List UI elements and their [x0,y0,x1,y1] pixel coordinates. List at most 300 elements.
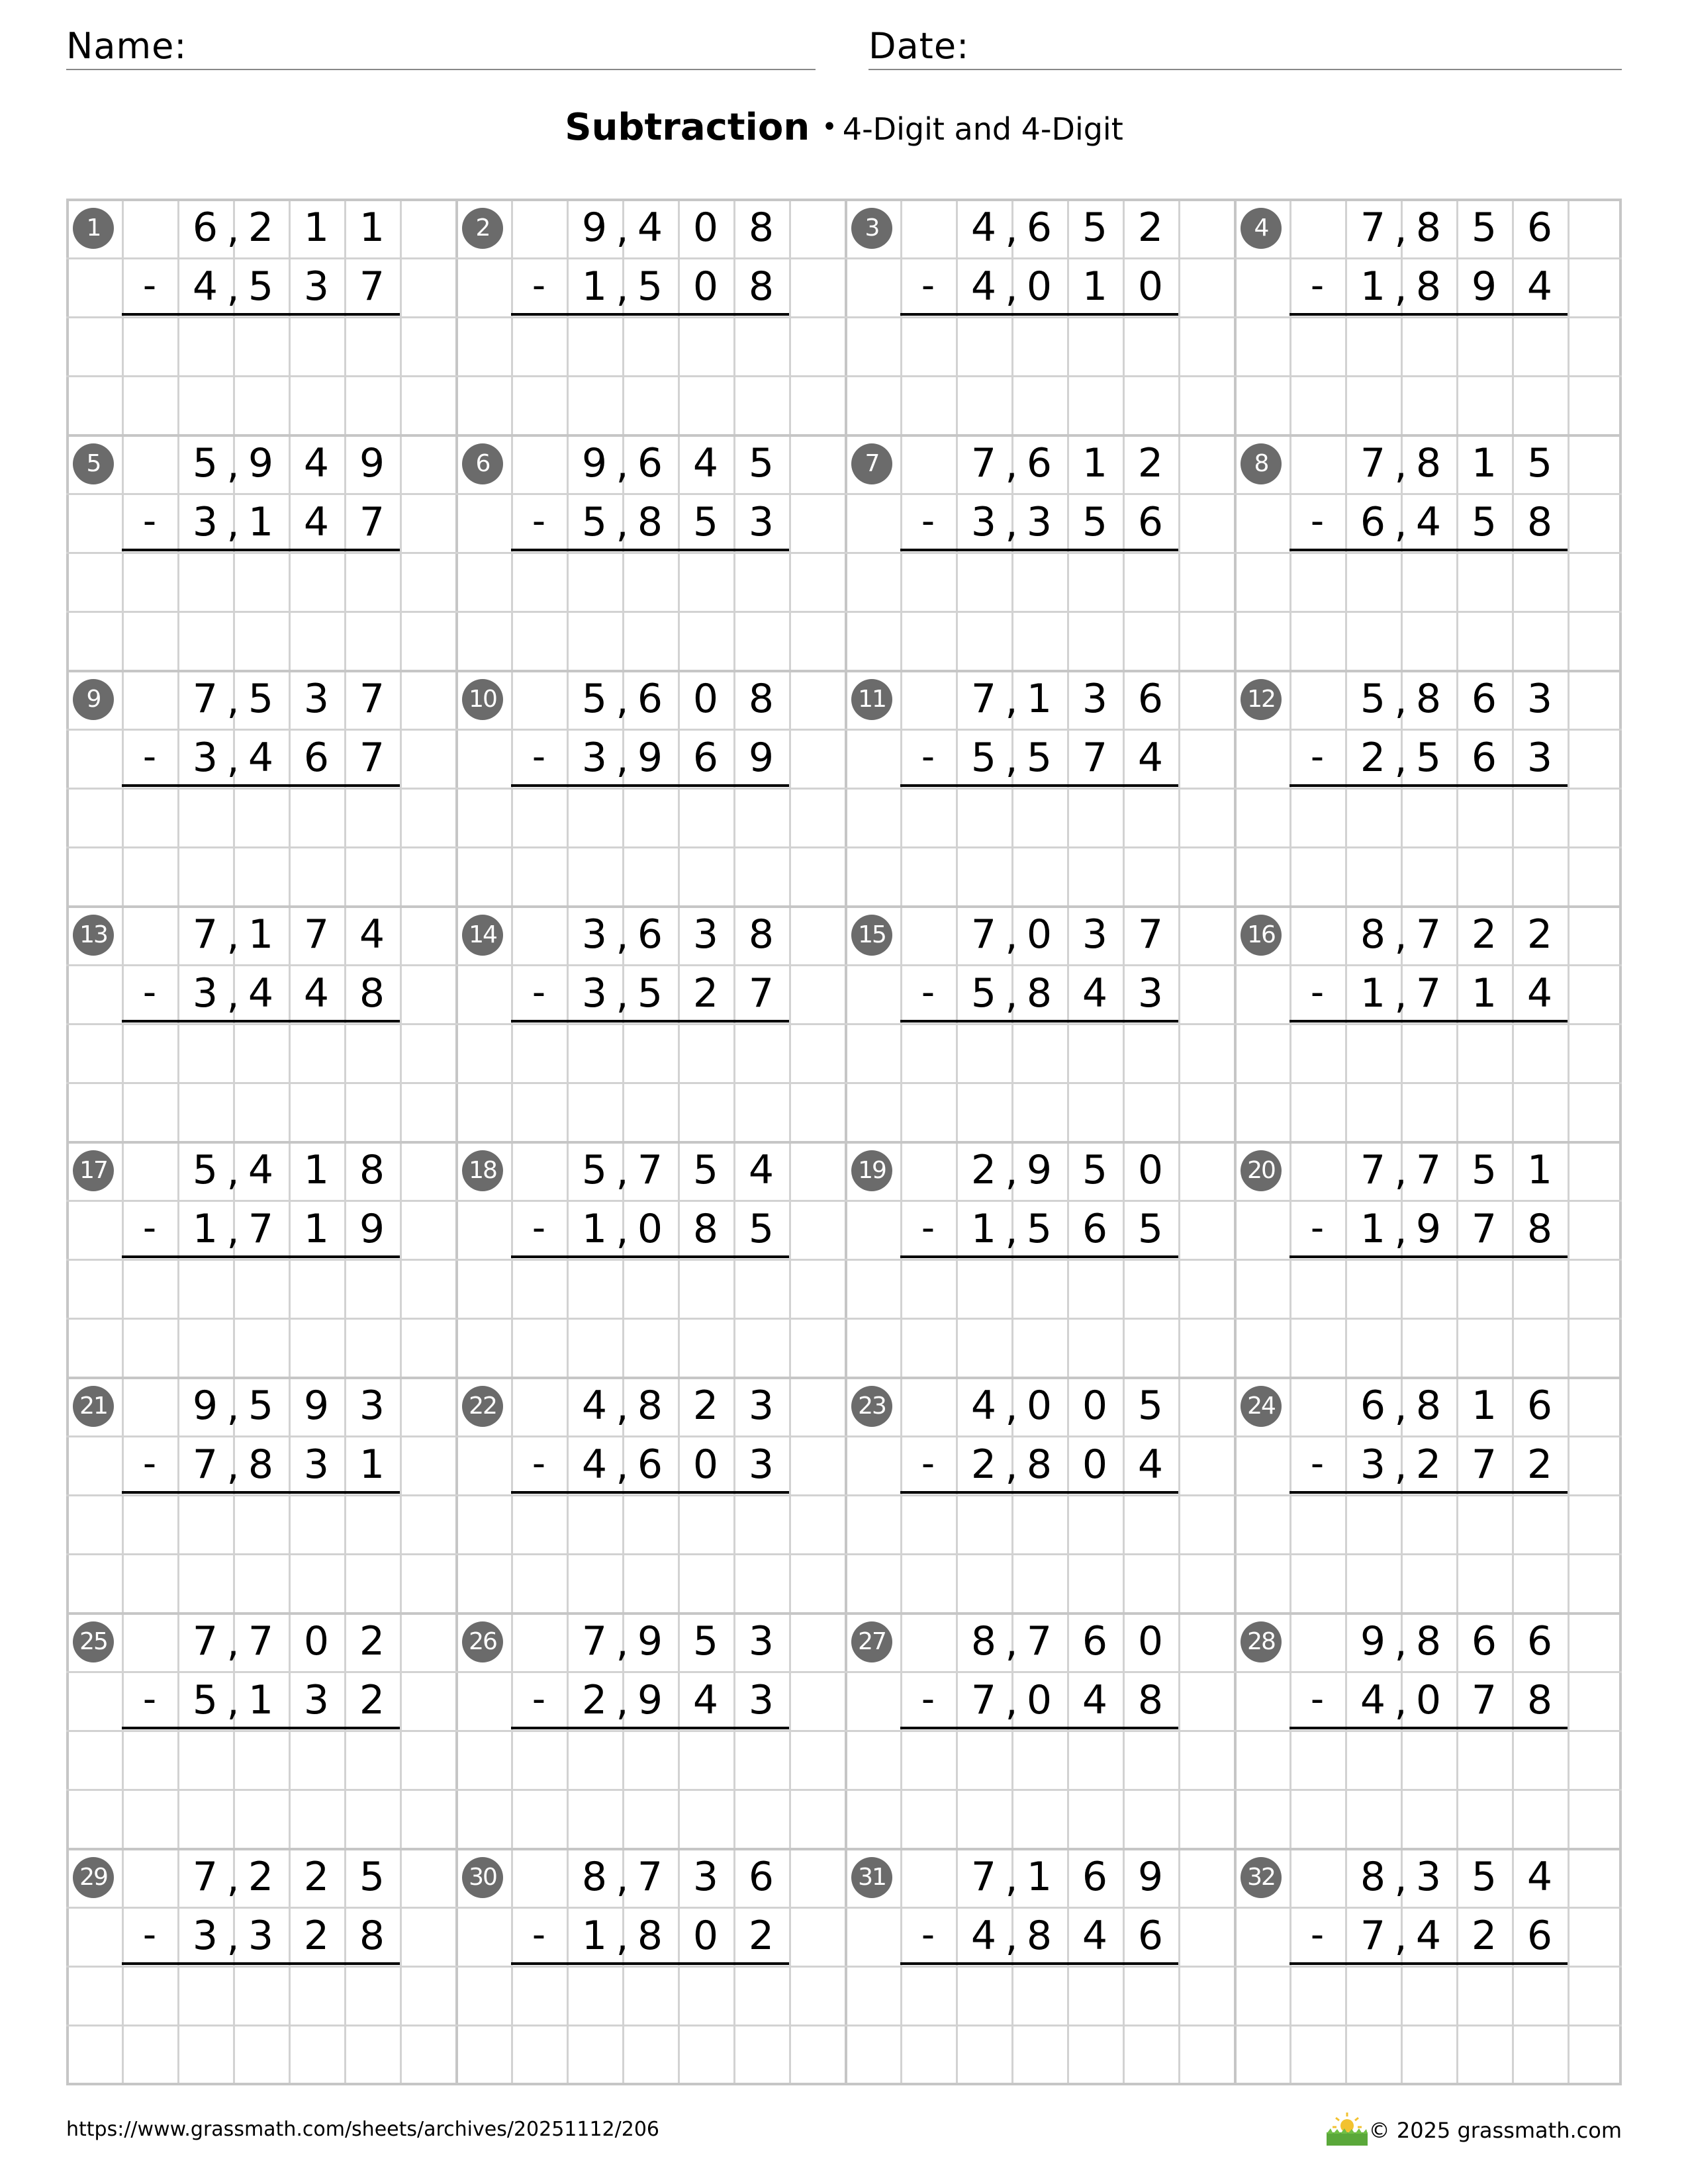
subtrahend-digit: 4 [1082,1913,1108,1959]
minuend-thousands-comma: , [616,1384,629,1430]
problem-number-badge: 15 [851,915,892,956]
subtrahend-thousands-comma: , [1394,500,1407,547]
minuend-digit: 6 [637,440,663,486]
problem-number-badge: 6 [462,443,503,484]
answer-area[interactable] [1289,1494,1568,1612]
answer-area[interactable] [122,1023,400,1141]
subtrahend-digit: 8 [248,1441,274,1488]
subtrahend-digit: 2 [970,1441,997,1488]
minuend-thousands-comma: , [1005,1384,1018,1430]
subtrahend-digit: 1 [303,1206,330,1252]
problem [455,1141,845,1377]
minus-sign: - [142,1442,157,1485]
answer-area[interactable] [900,316,1178,434]
answer-area[interactable] [122,552,400,670]
subtrahend-digit: 4 [1137,735,1164,781]
subtrahend-digit: 4 [692,1677,719,1723]
subtrahend-digit: 6 [1471,735,1497,781]
subtrahend-thousands-comma: , [226,1678,240,1725]
minuend-thousands-comma: , [616,1855,629,1901]
answer-area[interactable] [122,1494,400,1612]
answer-area[interactable] [511,1494,789,1612]
minuend-thousands-comma: , [226,1855,240,1901]
minuend-digit: 8 [1415,440,1442,486]
subtrahend-thousands-comma: , [1005,1678,1018,1725]
minuend-thousands-comma: , [1394,1384,1407,1430]
subtrahend-thousands-comma: , [616,1678,629,1725]
subtrahend-thousands-comma: , [616,972,629,1018]
minus-sign: - [532,1913,546,1956]
minuend-digit: 6 [1026,205,1053,251]
minuend-digit: 8 [748,676,774,722]
minuend-digit: 6 [1137,676,1164,722]
answer-line [1289,1255,1568,1258]
minuend-thousands-comma: , [226,913,240,959]
subtrahend-digit: 3 [192,1913,218,1959]
subtrahend-digit: 3 [192,735,218,781]
subtrahend-digit: 4 [303,970,330,1017]
subtrahend-thousands-comma: , [1394,265,1407,311]
minus-sign: - [921,500,935,543]
subtrahend-digit: 9 [1415,1206,1442,1252]
footer-url: https://www.grassmath.com/sheets/archives/20251112/206 [66,2118,660,2141]
minuend-digit: 4 [1526,1854,1553,1900]
minuend-digit: 3 [748,1618,774,1664]
minuend-thousands-comma: , [616,913,629,959]
minuend-digit: 5 [692,1618,719,1664]
answer-area[interactable] [900,1259,1178,1377]
minuend-digit: 6 [192,205,218,251]
answer-line [900,1255,1178,1258]
name-label: Name: [66,25,187,67]
answer-area[interactable] [1289,1730,1568,1848]
subtrahend-digit: 6 [692,735,719,781]
subtrahend-digit: 7 [248,1206,274,1252]
minus-sign: - [532,500,546,543]
answer-line [1289,313,1568,316]
problem [845,434,1234,670]
subtrahend-digit: 5 [692,499,719,545]
subtrahend-digit: 9 [637,735,663,781]
problem-number-badge: 12 [1241,679,1282,720]
problem [1234,199,1623,434]
subtrahend-digit: 0 [1137,263,1164,310]
minuend-digit: 7 [359,676,385,722]
subtrahend-digit: 8 [748,263,774,310]
minuend-digit: 2 [1137,205,1164,251]
answer-line [511,1962,789,1965]
answer-line [122,1962,400,1965]
minuend-thousands-comma: , [226,677,240,723]
answer-area[interactable] [1289,316,1568,434]
minuend-thousands-comma: , [1005,1619,1018,1666]
minuend-thousands-comma: , [226,206,240,252]
subtrahend-digit: 4 [248,735,274,781]
minuend-digit: 6 [637,676,663,722]
minuend-digit: 5 [692,1147,719,1193]
subtrahend-digit: 9 [637,1677,663,1723]
minuend-digit: 1 [1082,440,1108,486]
minuend-digit: 6 [1360,1383,1386,1429]
minuend-thousands-comma: , [1394,677,1407,723]
answer-area[interactable] [900,552,1178,670]
minuend-digit: 2 [970,1147,997,1193]
answer-area[interactable] [511,1966,789,2083]
problem-number-badge: 31 [851,1857,892,1898]
problem [845,199,1234,434]
answer-line [1289,549,1568,551]
minuend-digit: 8 [1415,205,1442,251]
problem-number-badge: 28 [1241,1621,1282,1662]
subtrahend-digit: 1 [970,1206,997,1252]
subtrahend-digit: 0 [692,263,719,310]
minuend-digit: 9 [581,205,608,251]
answer-area[interactable] [1289,1259,1568,1377]
minuend-digit: 7 [192,676,218,722]
answer-area[interactable] [900,1730,1178,1848]
minuend-thousands-comma: , [1005,206,1018,252]
answer-area[interactable] [1289,788,1568,905]
subtrahend-digit: 8 [1526,499,1553,545]
subtrahend-digit: 5 [1082,499,1108,545]
minuend-digit: 5 [1360,676,1386,722]
answer-area[interactable] [511,316,789,434]
minuend-digit: 8 [359,1147,385,1193]
minuend-digit: 4 [359,911,385,958]
minus-sign: - [1310,1678,1325,1721]
problem-number-badge: 21 [73,1386,114,1427]
minuend-thousands-comma: , [226,1148,240,1195]
subtrahend-thousands-comma: , [1005,972,1018,1018]
subtrahend-thousands-comma: , [616,736,629,782]
subtrahend-digit: 5 [970,735,997,781]
subtrahend-digit: 3 [192,970,218,1017]
subtrahend-digit: 1 [581,263,608,310]
subtrahend-digit: 5 [748,1206,774,1252]
answer-area[interactable] [122,316,400,434]
minuend-digit: 8 [637,1383,663,1429]
answer-line [1289,784,1568,787]
subtrahend-digit: 4 [1360,1677,1386,1723]
problem [1234,1141,1623,1377]
answer-area[interactable] [900,1494,1178,1612]
answer-area[interactable] [511,552,789,670]
minuend-digit: 8 [1415,1383,1442,1429]
minus-sign: - [1310,264,1325,307]
problem [1234,1612,1623,1848]
problem [66,1377,455,1612]
minuend-digit: 7 [248,1618,274,1664]
minus-sign: - [142,1678,157,1721]
minuend-digit: 7 [1360,440,1386,486]
minuend-digit: 1 [1471,1383,1497,1429]
problem [455,1612,845,1848]
subtrahend-digit: 0 [637,1206,663,1252]
minus-sign: - [1310,1913,1325,1956]
subtrahend-digit: 5 [637,263,663,310]
minuend-digit: 5 [359,1854,385,1900]
subtrahend-digit: 2 [1360,735,1386,781]
subtrahend-thousands-comma: , [226,1443,240,1489]
answer-area[interactable] [900,1966,1178,2083]
answer-line [1289,1962,1568,1965]
minuend-digit: 9 [637,1618,663,1664]
minuend-digit: 8 [1360,1854,1386,1900]
subtrahend-digit: 7 [1471,1441,1497,1488]
minuend-thousands-comma: , [1005,1855,1018,1901]
minuend-digit: 4 [970,1383,997,1429]
subtrahend-digit: 2 [303,1913,330,1959]
subtrahend-thousands-comma: , [1005,500,1018,547]
answer-line [900,1491,1178,1494]
minuend-digit: 6 [1082,1854,1108,1900]
minus-sign: - [921,1678,935,1721]
subtrahend-digit: 8 [692,1206,719,1252]
problem [845,1612,1234,1848]
answer-area[interactable] [1289,1023,1568,1141]
subtrahend-digit: 8 [1137,1677,1164,1723]
subtrahend-digit: 7 [359,263,385,310]
problem [1234,1377,1623,1612]
answer-area[interactable] [122,788,400,905]
minuend-digit: 2 [359,1618,385,1664]
minuend-digit: 3 [748,1383,774,1429]
minuend-digit: 0 [1137,1147,1164,1193]
problem-number-badge: 25 [73,1621,114,1662]
subtrahend-digit: 8 [359,970,385,1017]
subtrahend-digit: 1 [1082,263,1108,310]
minuend-thousands-comma: , [1394,206,1407,252]
minus-sign: - [921,1442,935,1485]
subtrahend-digit: 4 [1082,1677,1108,1723]
minus-sign: - [142,735,157,778]
minuend-digit: 6 [1471,1618,1497,1664]
minuend-digit: 7 [303,911,330,958]
title-main: Subtraction [565,106,810,149]
minuend-digit: 0 [1082,1383,1108,1429]
subtrahend-digit: 3 [248,1913,274,1959]
problem-number-badge: 16 [1241,915,1282,956]
minuend-digit: 7 [1415,911,1442,958]
answer-line [900,1727,1178,1729]
problem-number-badge: 32 [1241,1857,1282,1898]
minus-sign: - [1310,1206,1325,1250]
problem-number-badge: 18 [462,1150,503,1191]
subtrahend-digit: 5 [1471,499,1497,545]
problem [455,199,845,434]
subtrahend-thousands-comma: , [616,1443,629,1489]
minus-sign: - [532,264,546,307]
answer-line [511,1491,789,1494]
subtrahend-digit: 7 [1082,735,1108,781]
problem-number-badge: 11 [851,679,892,720]
problem [1234,434,1623,670]
subtrahend-digit: 2 [692,970,719,1017]
minuend-digit: 2 [1471,911,1497,958]
subtrahend-digit: 0 [692,1913,719,1959]
date-field[interactable] [868,24,1622,70]
grass-sun-logo-icon [1324,2110,1370,2147]
subtrahend-digit: 3 [1360,1441,1386,1488]
answer-line [511,1020,789,1023]
subtrahend-digit: 8 [637,1913,663,1959]
minuend-digit: 7 [1137,911,1164,958]
subtrahend-thousands-comma: , [226,265,240,311]
minuend-thousands-comma: , [616,1148,629,1195]
minuend-digit: 1 [303,1147,330,1193]
answer-area[interactable] [1289,552,1568,670]
subtrahend-digit: 8 [637,499,663,545]
subtrahend-thousands-comma: , [1005,1207,1018,1253]
minuend-thousands-comma: , [1005,677,1018,723]
subtrahend-digit: 5 [1137,1206,1164,1252]
subtrahend-digit: 0 [1415,1677,1442,1723]
minuend-thousands-comma: , [616,441,629,488]
minuend-digit: 4 [248,1147,274,1193]
minus-sign: - [142,971,157,1014]
subtrahend-digit: 0 [1026,1677,1053,1723]
footer-copyright: © 2025 grassmath.com [1368,2118,1622,2143]
minuend-digit: 0 [1026,911,1053,958]
subtrahend-digit: 7 [1360,1913,1386,1959]
subtrahend-digit: 2 [581,1677,608,1723]
answer-line [900,1962,1178,1965]
answer-area[interactable] [511,1023,789,1141]
minuend-digit: 9 [359,440,385,486]
answer-area[interactable] [122,1966,400,2083]
minuend-digit: 6 [1082,1618,1108,1664]
minuend-digit: 5 [248,676,274,722]
name-field[interactable] [66,24,816,70]
answer-area[interactable] [1289,1966,1568,2083]
minuend-thousands-comma: , [226,441,240,488]
problem-number-badge: 29 [73,1857,114,1898]
subtrahend-digit: 4 [970,1913,997,1959]
subtrahend-digit: 5 [970,970,997,1017]
minuend-digit: 1 [303,205,330,251]
subtrahend-digit: 3 [748,1677,774,1723]
minus-sign: - [532,1678,546,1721]
subtrahend-digit: 5 [248,263,274,310]
answer-line [122,1255,400,1258]
subtrahend-digit: 1 [248,499,274,545]
minuend-digit: 5 [581,676,608,722]
problem-number-badge: 13 [73,915,114,956]
minuend-digit: 2 [248,205,274,251]
minuend-digit: 6 [637,911,663,958]
subtrahend-digit: 3 [303,1677,330,1723]
minuend-digit: 3 [1415,1854,1442,1900]
minus-sign: - [1310,971,1325,1014]
minuend-digit: 0 [692,676,719,722]
minus-sign: - [532,1206,546,1250]
subtrahend-digit: 7 [1471,1677,1497,1723]
problem [1234,905,1623,1141]
minuend-digit: 0 [303,1618,330,1664]
answer-area[interactable] [511,1259,789,1377]
minuend-digit: 7 [1360,205,1386,251]
problem [455,905,845,1141]
answer-area[interactable] [511,1730,789,1848]
minuend-thousands-comma: , [1394,913,1407,959]
subtrahend-digit: 4 [1415,499,1442,545]
answer-line [122,1491,400,1494]
subtrahend-digit: 2 [359,1677,385,1723]
subtrahend-digit: 0 [1026,263,1053,310]
subtrahend-digit: 3 [1026,499,1053,545]
minuend-digit: 5 [1471,205,1497,251]
problem-number-badge: 9 [73,679,114,720]
problem-number-badge: 26 [462,1621,503,1662]
problem-number-badge: 14 [462,915,503,956]
answer-area[interactable] [122,1259,400,1377]
subtrahend-digit: 8 [1026,970,1053,1017]
minuend-digit: 7 [637,1147,663,1193]
answer-area[interactable] [900,1023,1178,1141]
subtrahend-digit: 3 [303,1441,330,1488]
problem [1234,670,1623,905]
subtrahend-digit: 6 [1137,499,1164,545]
subtrahend-digit: 0 [1082,1441,1108,1488]
minus-sign: - [142,1913,157,1956]
minuend-digit: 1 [1471,440,1497,486]
minuend-digit: 5 [1137,1383,1164,1429]
problem-number-badge: 23 [851,1386,892,1427]
subtrahend-digit: 3 [581,735,608,781]
minus-sign: - [532,735,546,778]
minuend-digit: 8 [1415,676,1442,722]
answer-area[interactable] [122,1730,400,1848]
subtrahend-thousands-comma: , [1005,265,1018,311]
subtrahend-digit: 6 [1360,499,1386,545]
minuend-digit: 1 [1026,676,1053,722]
subtrahend-thousands-comma: , [616,500,629,547]
subtrahend-thousands-comma: , [1005,1443,1018,1489]
subtrahend-digit: 7 [1415,970,1442,1017]
subtrahend-digit: 2 [1471,1913,1497,1959]
subtrahend-digit: 4 [248,970,274,1017]
subtrahend-digit: 3 [581,970,608,1017]
minuend-thousands-comma: , [616,206,629,252]
minuend-digit: 4 [581,1383,608,1429]
subtrahend-digit: 5 [192,1677,218,1723]
subtrahend-digit: 4 [1137,1441,1164,1488]
minuend-digit: 6 [1026,440,1053,486]
subtrahend-digit: 3 [1137,970,1164,1017]
minuend-digit: 5 [1471,1147,1497,1193]
problem-grid [66,199,1622,2085]
minuend-digit: 5 [1082,205,1108,251]
subtrahend-digit: 7 [192,1441,218,1488]
minuend-digit: 3 [359,1383,385,1429]
minuend-thousands-comma: , [1005,913,1018,959]
subtrahend-digit: 8 [1026,1913,1053,1959]
problem-number-badge: 5 [73,443,114,484]
minuend-digit: 2 [303,1854,330,1900]
subtrahend-digit: 8 [359,1913,385,1959]
answer-line [900,313,1178,316]
answer-area[interactable] [900,788,1178,905]
subtrahend-digit: 3 [1526,735,1553,781]
subtrahend-digit: 4 [1526,263,1553,310]
answer-area[interactable] [511,788,789,905]
subtrahend-digit: 4 [1415,1913,1442,1959]
minuend-digit: 2 [248,1854,274,1900]
subtrahend-digit: 9 [1471,263,1497,310]
problem [66,434,455,670]
problem-number-badge: 1 [73,208,114,249]
answer-line [511,784,789,787]
